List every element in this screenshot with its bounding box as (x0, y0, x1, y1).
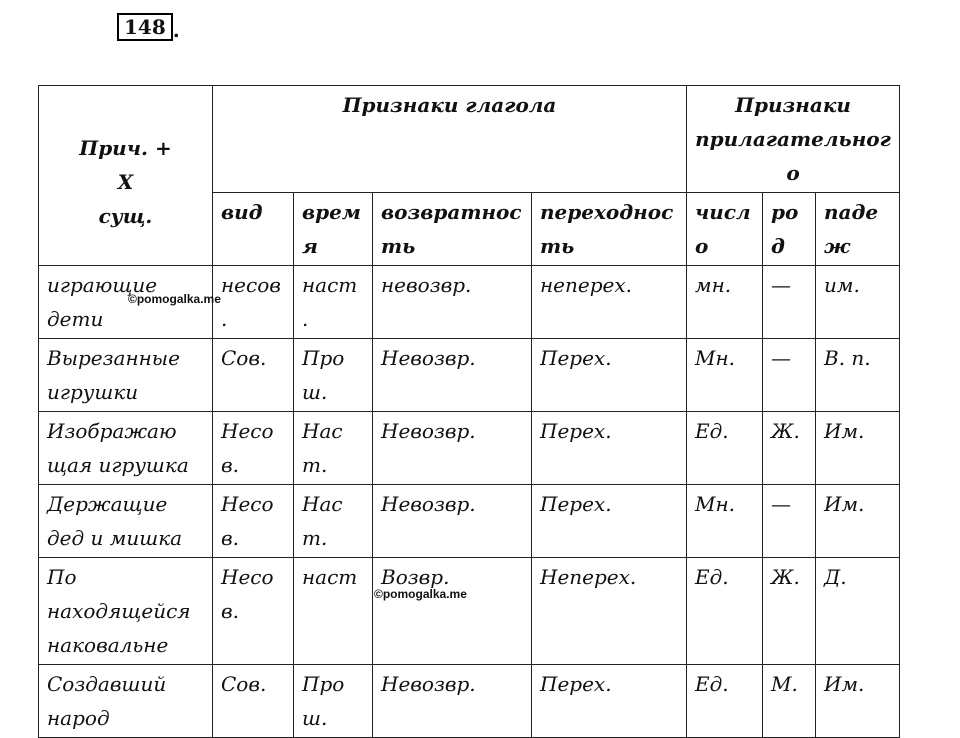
cell-line: невозвр. (381, 273, 472, 297)
table-row (39, 412, 900, 485)
subheader-line: вид (221, 200, 263, 224)
cell-line: Мн. (695, 492, 736, 516)
cell-line: Им. (824, 492, 865, 516)
cell-aspect (213, 339, 294, 412)
cell-line: в. (221, 526, 239, 550)
exercise-number-box: 148 (117, 13, 173, 41)
cell-phrase (39, 412, 213, 485)
cell-line: — (771, 346, 791, 370)
cell-reflexivity (373, 266, 532, 339)
cell-line: Держащие (47, 492, 168, 516)
cell-gender (763, 412, 816, 485)
cell-reflexivity (373, 339, 532, 412)
cell-line: Ед. (695, 672, 729, 696)
subheader-tense (294, 193, 373, 266)
subheader-line: возвратнос (381, 200, 522, 224)
cell-phrase (39, 485, 213, 558)
subheader-gender (763, 193, 816, 266)
cell-case (816, 558, 900, 665)
header-adjective-features (687, 86, 900, 193)
cell-line: Сов. (221, 346, 267, 370)
cell-number (687, 412, 763, 485)
subheader-number (687, 193, 763, 266)
cell-line: . (302, 307, 309, 331)
header-line: сущ. (98, 203, 153, 228)
cell-line: ш. (302, 380, 328, 404)
cell-number (687, 266, 763, 339)
cell-line: дед и мишка (47, 526, 183, 550)
cell-line: Ж. (771, 565, 800, 589)
subheader-line: ть (381, 234, 416, 258)
subheader-transitivity (532, 193, 687, 266)
cell-tense (294, 266, 373, 339)
cell-line: Перех. (540, 346, 612, 370)
cell-line: в. (221, 599, 239, 623)
cell-line: Ж. (771, 419, 800, 443)
cell-line: Неперех. (540, 565, 637, 589)
cell-aspect (213, 665, 294, 738)
subheader-reflexivity (373, 193, 532, 266)
cell-line: наст (302, 565, 358, 589)
subheader-line: д (771, 234, 785, 258)
cell-line: ш. (302, 706, 328, 730)
subheader-line: ро (771, 200, 799, 224)
header-verb-features: Признаки глагола (213, 86, 687, 193)
cell-gender (763, 339, 816, 412)
cell-line: Про (302, 346, 345, 370)
subheader-line: числ (695, 200, 751, 224)
header-line: Прич. + (79, 135, 172, 160)
cell-case (816, 665, 900, 738)
watermark: ©pomogalka.me (128, 292, 221, 306)
cell-reflexivity (373, 558, 532, 665)
table-row (39, 485, 900, 558)
cell-transitivity (532, 485, 687, 558)
cell-transitivity (532, 412, 687, 485)
cell-line: По (47, 565, 77, 589)
subheader-line: ж (824, 234, 851, 258)
cell-line: наковальне (47, 633, 169, 657)
header-participle-noun (39, 86, 213, 266)
cell-line: Мн. (695, 346, 736, 370)
cell-line: Возвр. (381, 565, 450, 589)
cell-transitivity (532, 266, 687, 339)
cell-tense (294, 558, 373, 665)
cell-reflexivity (373, 485, 532, 558)
cell-line: Ед. (695, 419, 729, 443)
cell-line: т. (302, 526, 328, 550)
cell-gender (763, 266, 816, 339)
cell-case (816, 485, 900, 558)
cell-case (816, 266, 900, 339)
cell-line: Д. (824, 565, 847, 589)
cell-line: играющие (47, 273, 158, 297)
cell-tense (294, 485, 373, 558)
cell-number (687, 339, 763, 412)
cell-aspect (213, 485, 294, 558)
cell-tense (294, 412, 373, 485)
subheader-line: о (695, 234, 709, 258)
cell-line: несов (221, 273, 281, 297)
subheader-line: я (302, 234, 318, 258)
cell-line: наст (302, 273, 358, 297)
cell-case (816, 339, 900, 412)
cell-line: в. (221, 453, 239, 477)
cell-line: Изображаю (47, 419, 177, 443)
cell-line: народ (47, 706, 110, 730)
cell-gender (763, 485, 816, 558)
subheader-case (816, 193, 900, 266)
cell-line: т. (302, 453, 328, 477)
cell-phrase (39, 339, 213, 412)
cell-transitivity (532, 665, 687, 738)
cell-line: Про (302, 672, 345, 696)
cell-reflexivity (373, 412, 532, 485)
cell-case (816, 412, 900, 485)
cell-line: Перех. (540, 492, 612, 516)
subheader-aspect (213, 193, 294, 266)
cell-line: Невозвр. (381, 346, 476, 370)
cell-line: Нас (302, 419, 343, 443)
cell-line: Им. (824, 419, 865, 443)
table-row (39, 339, 900, 412)
cell-line: мн. (695, 273, 732, 297)
cell-aspect (213, 412, 294, 485)
cell-line: Невозвр. (381, 419, 476, 443)
cell-line: В. п. (824, 346, 871, 370)
cell-line: игрушки (47, 380, 139, 404)
header-line: Признаки (735, 93, 851, 117)
subheader-line: паде (824, 200, 879, 224)
cell-line: Невозвр. (381, 492, 476, 516)
cell-phrase (39, 558, 213, 665)
header-line: Х (117, 169, 134, 194)
cell-line: Нас (302, 492, 343, 516)
cell-line: Невозвр. (381, 672, 476, 696)
cell-line: дети (47, 307, 104, 331)
cell-line: М. (771, 672, 798, 696)
cell-line: им. (824, 273, 860, 297)
cell-transitivity (532, 558, 687, 665)
cell-reflexivity (373, 665, 532, 738)
watermark: ©pomogalka.me (374, 587, 467, 601)
cell-phrase (39, 665, 213, 738)
cell-line: Несо (221, 565, 274, 589)
cell-tense (294, 339, 373, 412)
cell-aspect (213, 266, 294, 339)
cell-aspect (213, 558, 294, 665)
subheader-line: переходнос (540, 200, 674, 224)
cell-tense (294, 665, 373, 738)
cell-line: находящейся (47, 599, 191, 623)
cell-line: Перех. (540, 419, 612, 443)
cell-line: Несо (221, 419, 274, 443)
subheader-line: ть (540, 234, 575, 258)
cell-gender (763, 665, 816, 738)
cell-line: — (771, 273, 791, 297)
exercise-number (117, 13, 180, 41)
cell-number (687, 558, 763, 665)
cell-number (687, 665, 763, 738)
cell-line: Сов. (221, 672, 267, 696)
cell-line: Создавший (47, 672, 167, 696)
cell-line: Ед. (695, 565, 729, 589)
cell-transitivity (532, 339, 687, 412)
table-row (39, 665, 900, 738)
cell-line: . (221, 307, 228, 331)
subheader-line: врем (302, 200, 361, 224)
cell-line: щая игрушка (47, 453, 189, 477)
cell-gender (763, 558, 816, 665)
cell-line: Вырезанные (47, 346, 180, 370)
exercise-number-dot: . (172, 18, 180, 42)
cell-line: неперех. (540, 273, 633, 297)
cell-line: Им. (824, 672, 865, 696)
header-line: о (786, 161, 800, 185)
cell-number (687, 485, 763, 558)
header-line: прилагательног (695, 127, 891, 151)
cell-line: Несо (221, 492, 274, 516)
cell-line: — (771, 492, 791, 516)
cell-line: Перех. (540, 672, 612, 696)
grammar-table (38, 85, 900, 738)
table-row (39, 558, 900, 665)
